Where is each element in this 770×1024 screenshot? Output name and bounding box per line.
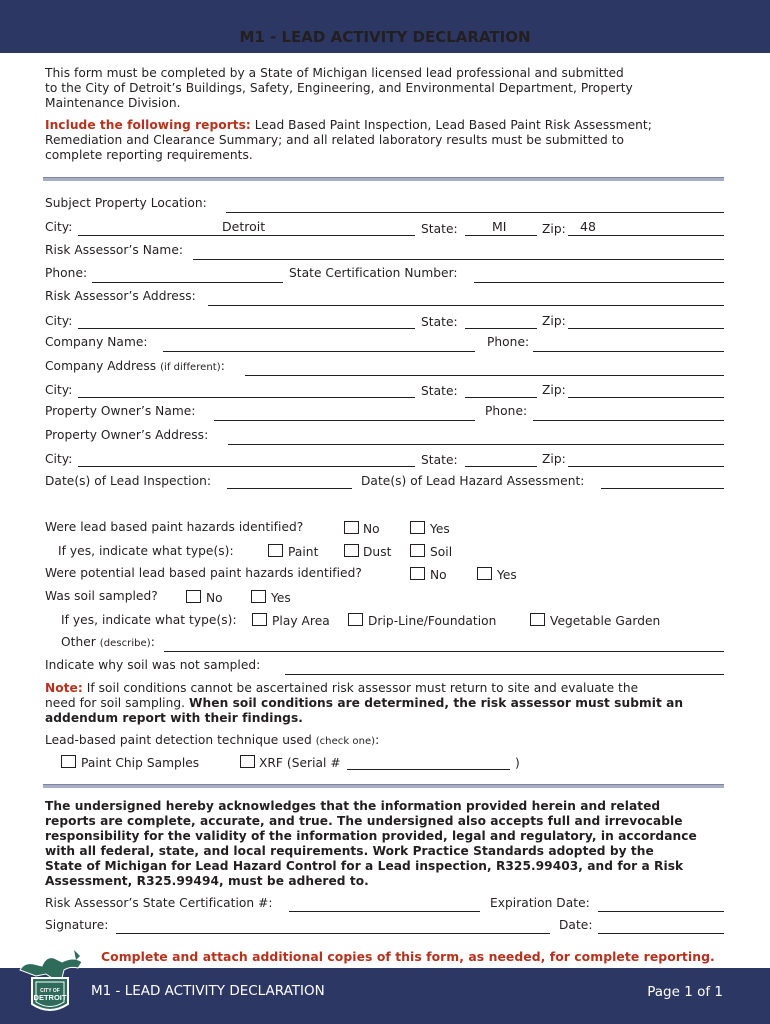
property-owner-name-label: Property Owner’s Name:	[45, 404, 196, 418]
city-label-2: City:	[45, 314, 73, 328]
zip-input-4[interactable]	[568, 466, 724, 467]
technique-label	[45, 733, 379, 747]
attach-note: Complete and attach additional copies of this form, as needed, for complete reporting.	[101, 949, 715, 964]
note-line-1	[45, 681, 638, 695]
paint-checkbox[interactable]	[268, 544, 283, 557]
xrf-label: XRF (Serial #	[259, 756, 341, 770]
signature-input[interactable]	[116, 933, 550, 934]
ack-line-6: Assessment, R325.99494, must be adhered to.	[45, 874, 369, 888]
city-label-4: City:	[45, 452, 73, 466]
form-title: M1 - LEAD ACTIVITY DECLARATION	[239, 28, 531, 46]
dates-hazard-input[interactable]	[601, 488, 724, 489]
intro-line-2: to the City of Detroit’s Buildings, Safety, Engineering, and Environmental Department, Property	[45, 81, 633, 95]
footer-page-number: Page 1 of 1	[647, 984, 723, 1000]
note-bold-2: When soil conditions are determined, the risk assessor must submit an	[189, 696, 684, 710]
signature-label: Signature:	[45, 918, 109, 932]
state-cert-label: State Certification Number:	[289, 266, 458, 280]
include-line-3: complete reporting requirements.	[45, 148, 253, 162]
q3-no-label: No	[206, 591, 223, 605]
other-describe-label	[61, 635, 155, 649]
company-address-label	[45, 359, 225, 373]
zip-label-4: Zip:	[542, 452, 566, 466]
soil-checkbox[interactable]	[410, 544, 425, 557]
include-line-1	[45, 118, 652, 133]
city-input[interactable]	[78, 235, 415, 236]
company-phone-input[interactable]	[533, 351, 724, 352]
risk-assessor-name-label: Risk Assessor’s Name:	[45, 243, 184, 257]
logo-detroit: DETROIT	[33, 993, 67, 1002]
company-address-colon: :	[220, 359, 225, 373]
state-label: State:	[421, 222, 458, 236]
state-input-2[interactable]	[465, 328, 537, 329]
vegetable-garden-label: Vegetable Garden	[550, 614, 661, 628]
technique-text: Lead-based paint detection technique used	[45, 733, 312, 747]
state-cert-input[interactable]	[474, 282, 724, 283]
date-input[interactable]	[598, 933, 724, 934]
ack-line-1: The undersigned hereby acknowledges that the information provided herein and related	[45, 799, 661, 813]
q1-if-yes-label: If yes, indicate what type(s):	[58, 544, 234, 558]
xrf-close-paren: )	[515, 756, 520, 770]
q-potential-hazards: Were potential lead based paint hazards identified?	[45, 566, 362, 580]
q1-no-checkbox[interactable]	[344, 521, 359, 534]
paint-chip-label: Paint Chip Samples	[81, 756, 200, 770]
property-owner-name-input[interactable]	[214, 420, 475, 421]
zip-label-3: Zip:	[542, 383, 566, 397]
date-label: Date:	[559, 918, 593, 932]
subject-property-label: Subject Property Location:	[45, 196, 207, 210]
state-input-3[interactable]	[465, 397, 537, 398]
q-soil-sampled: Was soil sampled?	[45, 589, 158, 603]
city-value: Detroit	[222, 219, 266, 234]
q3-if-yes-label: If yes, indicate what type(s):	[61, 613, 237, 627]
zip-label: Zip:	[542, 222, 566, 236]
note-line-2	[45, 696, 683, 710]
dust-checkbox[interactable]	[344, 544, 359, 557]
ack-line-2: reports are complete, accurate, and true. The undersigned also accepts full and irrevocable	[45, 814, 683, 828]
xrf-checkbox[interactable]	[240, 755, 255, 768]
risk-assessor-address-label: Risk Assessor’s Address:	[45, 289, 196, 303]
state-label-4: State:	[421, 453, 458, 467]
play-area-label: Play Area	[272, 614, 330, 628]
state-input-4[interactable]	[465, 466, 537, 467]
company-address-text: Company Address	[45, 359, 157, 373]
zip-value: 48	[580, 219, 596, 234]
owner-phone-input[interactable]	[533, 420, 724, 421]
section-divider	[43, 177, 724, 181]
risk-assessor-name-input[interactable]	[193, 259, 724, 260]
owner-phone-label: Phone:	[485, 404, 528, 418]
dates-inspection-label: Date(s) of Lead Inspection:	[45, 474, 212, 488]
other-describe-input[interactable]	[164, 651, 724, 652]
city-input-3[interactable]	[78, 397, 415, 398]
city-label: City:	[45, 220, 73, 234]
cert-number-label: Risk Assessor’s State Certification #:	[45, 896, 273, 910]
intro-line-3: Maintenance Division.	[45, 96, 181, 110]
state-label-3: State:	[421, 384, 458, 398]
state-input[interactable]	[465, 235, 537, 236]
q2-yes-checkbox[interactable]	[477, 567, 492, 580]
include-label: Include the following reports:	[45, 118, 251, 132]
q2-yes-label: Yes	[497, 568, 517, 582]
q3-yes-label: Yes	[271, 591, 291, 605]
subject-property-input[interactable]	[226, 212, 724, 213]
state-label-2: State:	[421, 315, 458, 329]
drip-line-checkbox[interactable]	[348, 613, 363, 626]
q-hazards-identified: Were lead based paint hazards identified?	[45, 520, 304, 534]
q3-no-checkbox[interactable]	[186, 590, 201, 603]
dust-label: Dust	[363, 545, 392, 559]
if-different-text: (if different)	[160, 362, 221, 373]
zip-input-3[interactable]	[568, 397, 724, 398]
state-value: MI	[492, 219, 507, 234]
zip-input[interactable]	[568, 235, 724, 236]
why-not-sampled-label: Indicate why soil was not sampled:	[45, 658, 261, 672]
note-label: Note:	[45, 681, 83, 695]
property-owner-address-input[interactable]	[228, 444, 724, 445]
xrf-serial-input[interactable]	[347, 769, 510, 770]
company-name-input[interactable]	[163, 351, 475, 352]
expiration-input[interactable]	[598, 911, 724, 912]
dates-inspection-input[interactable]	[227, 488, 352, 489]
vegetable-garden-checkbox[interactable]	[530, 613, 545, 626]
company-phone-label: Phone:	[487, 335, 530, 349]
city-input-4[interactable]	[78, 466, 415, 467]
zip-input-2[interactable]	[568, 328, 724, 329]
section-divider-2	[43, 784, 724, 788]
q2-no-checkbox[interactable]	[410, 567, 425, 580]
phone-input[interactable]	[92, 282, 283, 283]
other-colon: :	[150, 635, 155, 649]
company-address-input[interactable]	[245, 375, 724, 376]
q2-no-label: No	[430, 568, 447, 582]
include-line-2: Remediation and Clearance Summary; and all related laboratory results must be submitted to	[45, 133, 625, 147]
footer-title: M1 - LEAD ACTIVITY DECLARATION	[91, 983, 325, 999]
q1-yes-checkbox[interactable]	[410, 521, 425, 534]
risk-assessor-address-input[interactable]	[208, 305, 724, 306]
company-name-label: Company Name:	[45, 335, 148, 349]
zip-label-2: Zip:	[542, 314, 566, 328]
ack-line-5: State of Michigan for Lead Hazard Control for a Lead inspection, R325.99403, and for a Risk	[45, 859, 684, 873]
expiration-label: Expiration Date:	[490, 896, 590, 910]
note-line-3: addendum report with their findings.	[45, 711, 303, 725]
note-text-2: need for soil sampling.	[45, 696, 190, 710]
q1-no-label: No	[363, 522, 380, 536]
why-not-sampled-input[interactable]	[285, 674, 724, 675]
dates-hazard-label: Date(s) of Lead Hazard Assessment:	[361, 474, 585, 488]
play-area-checkbox[interactable]	[252, 613, 267, 626]
q1-yes-label: Yes	[430, 522, 450, 536]
other-text: Other	[61, 635, 96, 649]
soil-label: Soil	[430, 545, 453, 559]
q3-yes-checkbox[interactable]	[251, 590, 266, 603]
intro-line-1: This form must be completed by a State of Michigan licensed lead professional and submitted	[45, 66, 624, 80]
cert-number-input[interactable]	[289, 911, 480, 912]
phone-label: Phone:	[45, 266, 88, 280]
describe-text: (describe)	[99, 638, 151, 649]
check-one-text: (check one)	[315, 736, 376, 747]
city-input-2[interactable]	[78, 328, 415, 329]
include-text: Lead Based Paint Inspection, Lead Based Paint Risk Assessment;	[250, 118, 652, 132]
paint-label: Paint	[288, 545, 319, 559]
city-label-3: City:	[45, 383, 73, 397]
property-owner-address-label: Property Owner’s Address:	[45, 428, 209, 442]
paint-chip-checkbox[interactable]	[61, 755, 76, 768]
drip-line-label: Drip-Line/Foundation	[368, 614, 497, 628]
ack-line-3: responsibility for the validity of the information provided, legal and regulatory, in accordance	[45, 829, 697, 843]
logo-city-of: CITY OF	[40, 988, 60, 994]
technique-colon: :	[375, 733, 380, 747]
ack-line-4: with all federal, state, and local requirements. Work Practice Standards adopted by the	[45, 844, 654, 858]
note-text-1: If soil conditions cannot be ascertained risk assessor must return to site and evaluate the	[82, 681, 639, 695]
city-of-detroit-logo	[12, 948, 88, 1018]
